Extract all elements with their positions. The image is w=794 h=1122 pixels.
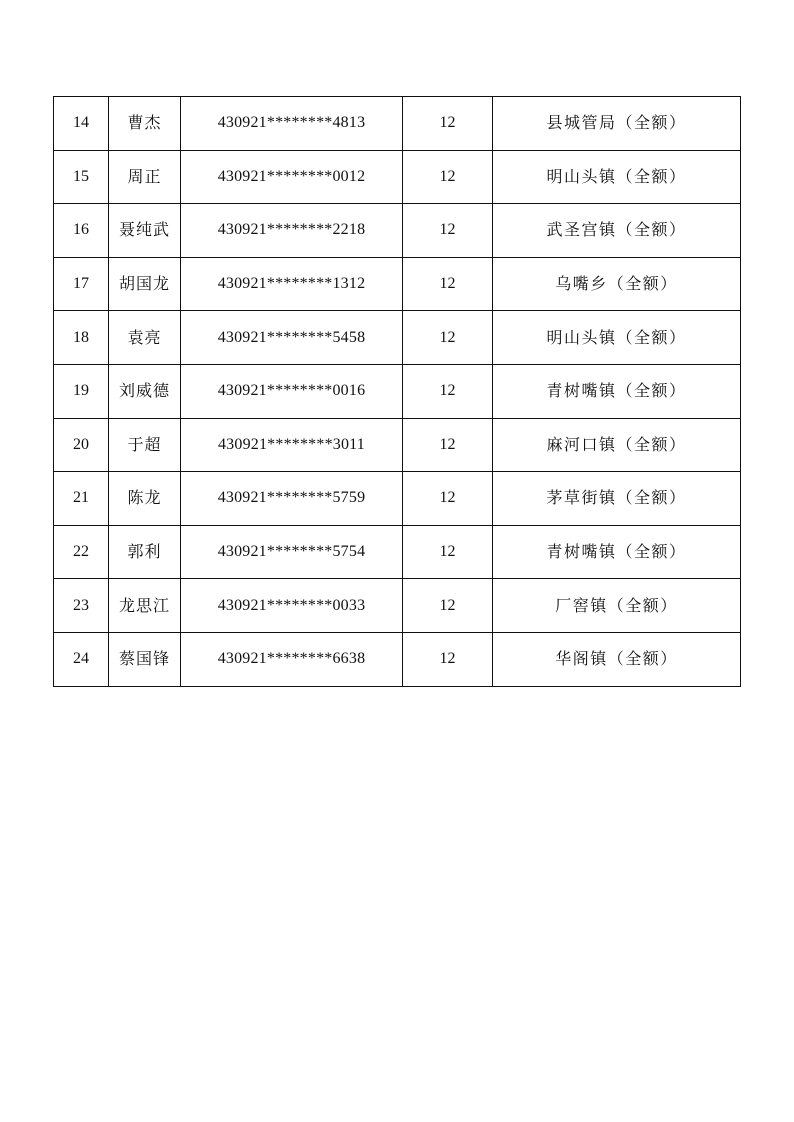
name-cell: 胡国龙: [109, 257, 181, 311]
unit-cell: 华阁镇（全额）: [493, 632, 741, 686]
months-cell: 12: [403, 525, 493, 579]
name-cell: 陈龙: [109, 472, 181, 526]
name-cell: 龙思江: [109, 579, 181, 633]
unit-cell: 青树嘴镇（全额）: [493, 525, 741, 579]
table-row: [54, 311, 741, 365]
unit-cell: 乌嘴乡（全额）: [493, 257, 741, 311]
months-cell: 12: [403, 632, 493, 686]
months-cell: 12: [403, 257, 493, 311]
row-number-cell: 15: [54, 150, 109, 204]
id-number-cell: 430921********4813: [181, 97, 403, 151]
name-cell: 曹杰: [109, 97, 181, 151]
row-number-cell: 20: [54, 418, 109, 472]
months-cell: 12: [403, 472, 493, 526]
unit-cell: 青树嘴镇（全额）: [493, 364, 741, 418]
roster-table: [53, 96, 741, 687]
unit-cell: 麻河口镇（全额）: [493, 418, 741, 472]
table-row: [54, 97, 741, 151]
name-cell: 袁亮: [109, 311, 181, 365]
name-cell: 聂纯武: [109, 204, 181, 258]
row-number-cell: 21: [54, 472, 109, 526]
months-cell: 12: [403, 150, 493, 204]
name-cell: 郭利: [109, 525, 181, 579]
months-cell: 12: [403, 97, 493, 151]
id-number-cell: 430921********2218: [181, 204, 403, 258]
table-row: [54, 257, 741, 311]
row-number-cell: 17: [54, 257, 109, 311]
months-cell: 12: [403, 579, 493, 633]
unit-cell: 武圣宫镇（全额）: [493, 204, 741, 258]
table-row: [54, 364, 741, 418]
unit-cell: 县城管局（全额）: [493, 97, 741, 151]
table-row: [54, 204, 741, 258]
roster-table-body: [54, 97, 741, 687]
id-number-cell: 430921********5754: [181, 525, 403, 579]
name-cell: 刘威德: [109, 364, 181, 418]
unit-cell: 茅草街镇（全额）: [493, 472, 741, 526]
row-number-cell: 19: [54, 364, 109, 418]
id-number-cell: 430921********0012: [181, 150, 403, 204]
table-row: [54, 150, 741, 204]
unit-cell: 明山头镇（全额）: [493, 311, 741, 365]
id-number-cell: 430921********1312: [181, 257, 403, 311]
unit-cell: 明山头镇（全额）: [493, 150, 741, 204]
table-row: [54, 418, 741, 472]
name-cell: 蔡国锋: [109, 632, 181, 686]
row-number-cell: 14: [54, 97, 109, 151]
row-number-cell: 16: [54, 204, 109, 258]
id-number-cell: 430921********5458: [181, 311, 403, 365]
table-row: [54, 472, 741, 526]
row-number-cell: 24: [54, 632, 109, 686]
table-row: [54, 525, 741, 579]
id-number-cell: 430921********5759: [181, 472, 403, 526]
id-number-cell: 430921********3011: [181, 418, 403, 472]
months-cell: 12: [403, 364, 493, 418]
months-cell: 12: [403, 418, 493, 472]
row-number-cell: 23: [54, 579, 109, 633]
table-row: [54, 632, 741, 686]
name-cell: 于超: [109, 418, 181, 472]
id-number-cell: 430921********6638: [181, 632, 403, 686]
row-number-cell: 18: [54, 311, 109, 365]
row-number-cell: 22: [54, 525, 109, 579]
months-cell: 12: [403, 311, 493, 365]
unit-cell: 厂窖镇（全额）: [493, 579, 741, 633]
months-cell: 12: [403, 204, 493, 258]
name-cell: 周正: [109, 150, 181, 204]
id-number-cell: 430921********0016: [181, 364, 403, 418]
table-row: [54, 579, 741, 633]
id-number-cell: 430921********0033: [181, 579, 403, 633]
